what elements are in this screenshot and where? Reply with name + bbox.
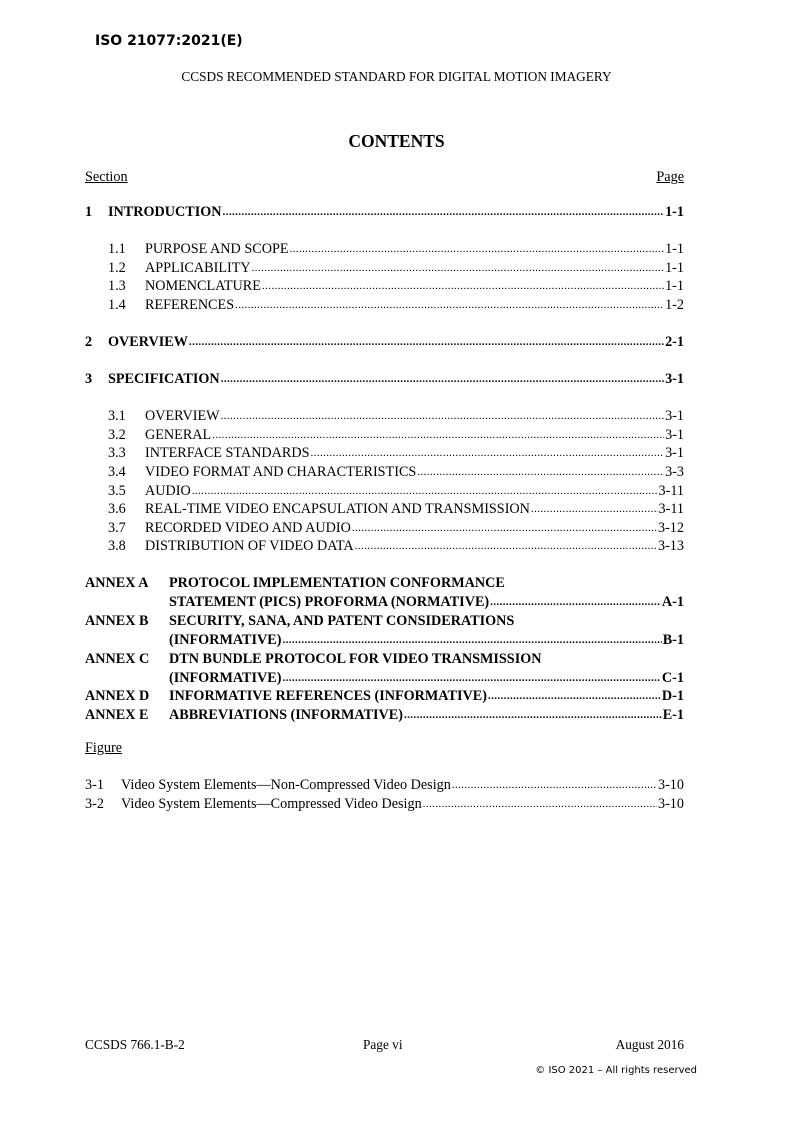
toc-subsection-row[interactable] [108,537,684,556]
toc-page-number: 1-2 [665,297,684,313]
toc-annex-title-line2: (INFORMATIVE) [169,632,282,648]
toc-subsection-title: OVERVIEW [145,408,220,424]
iso-document-number: ISO 21077:2021(E) [95,33,243,49]
toc-annex-label: ANNEX D [85,688,150,704]
toc-page-number: 3-1 [665,445,684,461]
toc-subsection-title: NOMENCLATURE [145,278,261,294]
toc-annex-title-line1: PROTOCOL IMPLEMENTATION CONFORMANCE [169,575,505,591]
toc-section-title: SPECIFICATION [108,371,220,387]
toc-page-number: 3-10 [657,796,684,812]
toc-section-title: OVERVIEW [108,334,188,350]
toc-leader-dots [423,794,657,814]
toc-leader-dots [221,369,664,389]
standard-title: CCSDS RECOMMENDED STANDARD FOR DIGITAL MOTION IMAGERY [181,69,612,84]
toc-page-number: B-1 [662,632,684,648]
toc-leader-dots [223,202,665,222]
toc-page-number: D-1 [661,688,684,704]
toc-page-number: 1-1 [665,278,684,294]
toc-leader-dots [355,536,657,556]
toc-subsection-number: 3.2 [108,427,126,443]
toc-annex-label: ANNEX B [85,613,149,629]
toc-leader-dots [311,443,665,463]
toc-page-number: 1-1 [665,241,684,257]
toc-subsection-title: VIDEO FORMAT AND CHARACTERISTICS [145,464,417,480]
toc-page-number: 3-1 [665,408,684,424]
section-column-label: Section [85,169,128,185]
toc-annex-title-line2: STATEMENT (PICS) PROFORMA (NORMATIVE) [169,594,490,610]
figure-column-label: Figure [85,740,123,756]
toc-leader-dots [212,425,664,445]
toc-subsection-number: 3.6 [108,501,126,517]
toc-leader-dots [235,295,664,315]
toc-subsection-row[interactable] [108,240,684,259]
toc-page-number: C-1 [661,670,684,686]
toc-subsection-title: GENERAL [145,427,212,443]
toc-section-row[interactable] [85,370,684,389]
toc-subsection-row[interactable] [108,296,684,315]
toc-subsection-row[interactable] [108,463,684,482]
toc-annex-title-line1: SECURITY, SANA, AND PATENT CONSIDERATIONS [169,613,515,629]
toc-page-number: 3-11 [658,483,684,499]
toc-page-number: 3-3 [665,464,684,480]
toc-leader-dots [488,686,661,706]
toc-annex-label: ANNEX A [85,575,149,591]
toc-leader-dots [452,775,657,795]
toc-section-number: 2 [85,334,93,350]
toc-subsection-number: 3.3 [108,445,126,461]
toc-subsection-title: REAL-TIME VIDEO ENCAPSULATION AND TRANSMISSION [145,501,530,517]
toc-subsection-row[interactable] [108,407,684,426]
toc-annex-d-row[interactable] [85,687,684,706]
toc-page-number: 3-12 [657,520,684,536]
toc-subsection-title: INTERFACE STANDARDS [145,445,310,461]
toc-subsection-row[interactable] [108,500,684,519]
toc-subsection-title: REFERENCES [145,297,235,313]
toc-annex-title: INFORMATIVE REFERENCES (INFORMATIVE) [169,688,487,704]
toc-annex-a-continuation[interactable] [169,593,684,612]
toc-section-row[interactable] [85,333,684,352]
footer-page-number: Page vi [363,1037,403,1052]
toc-figure-title: Video System Elements—Compressed Video Design [121,796,422,812]
page-column-label: Page [656,169,684,185]
toc-subsection-row[interactable] [108,277,684,296]
toc-page-number: 2-1 [665,334,684,350]
toc-annex-title: ABBREVIATIONS (INFORMATIVE) [169,707,403,723]
toc-subsection-number: 1.2 [108,260,126,276]
toc-subsection-row[interactable] [108,444,684,463]
toc-leader-dots [282,668,660,688]
toc-page-number: 3-1 [665,371,684,387]
toc-subsection-number: 3.8 [108,538,126,554]
toc-leader-dots [262,276,664,296]
toc-leader-dots [192,481,658,501]
toc-annex-title-line2: (INFORMATIVE) [169,670,282,686]
toc-leader-dots [352,518,657,538]
toc-leader-dots [490,592,661,612]
toc-section-number: 3 [85,371,93,387]
toc-subsection-title: AUDIO [145,483,191,499]
footer-document-id: CCSDS 766.1-B-2 [85,1037,185,1052]
toc-page-number: 1-1 [665,204,684,220]
toc-annex-a-row[interactable] [85,574,684,593]
toc-leader-dots [252,258,664,278]
toc-section-row[interactable] [85,203,684,222]
toc-subsection-title: PURPOSE AND SCOPE [145,241,289,257]
toc-annex-title-line1: DTN BUNDLE PROTOCOL FOR VIDEO TRANSMISSION [169,651,542,667]
footer-date: August 2016 [615,1037,684,1052]
toc-section-number: 1 [85,204,93,220]
toc-page-number: E-1 [662,707,684,723]
toc-page-number: A-1 [661,594,684,610]
toc-page-number: 1-1 [665,260,684,276]
toc-subsection-number: 3.7 [108,520,126,536]
toc-annex-e-row[interactable] [85,706,684,725]
toc-page-number: 3-10 [657,777,684,793]
toc-figure-title: Video System Elements—Non-Compressed Video Design [121,777,451,793]
copyright-notice: © ISO 2021 – All rights reserved [535,1065,697,1076]
toc-subsection-number: 1.4 [108,297,126,313]
toc-figure-number: 3-1 [85,777,104,793]
toc-section-title: INTRODUCTION [108,204,222,220]
toc-annex-label: ANNEX E [85,707,149,723]
toc-leader-dots [531,499,658,519]
toc-leader-dots [417,462,664,482]
toc-subsection-number: 1.3 [108,278,126,294]
contents-heading: CONTENTS [348,131,445,151]
toc-page-number: 3-11 [658,501,684,517]
toc-subsection-number: 3.5 [108,483,126,499]
toc-subsection-number: 3.1 [108,408,126,424]
toc-subsection-title: RECORDED VIDEO AND AUDIO [145,520,351,536]
toc-leader-dots [189,332,664,352]
toc-figure-number: 3-2 [85,796,104,812]
toc-subsection-title: DISTRIBUTION OF VIDEO DATA [145,538,354,554]
toc-subsection-title: APPLICABILITY [145,260,251,276]
toc-figure-row[interactable] [85,795,684,814]
toc-figure-row[interactable] [85,776,684,795]
toc-subsection-number: 3.4 [108,464,126,480]
toc-annex-c-row[interactable] [85,650,684,669]
toc-annex-b-continuation[interactable] [169,631,684,650]
toc-leader-dots [290,239,665,259]
toc-annex-label: ANNEX C [85,651,150,667]
toc-leader-dots [404,705,662,725]
toc-annex-b-row[interactable] [85,612,684,631]
toc-page-number: 3-1 [665,427,684,443]
toc-leader-dots [221,406,665,426]
toc-subsection-number: 1.1 [108,241,126,257]
toc-page-number: 3-13 [657,538,684,554]
toc-leader-dots [282,630,661,650]
